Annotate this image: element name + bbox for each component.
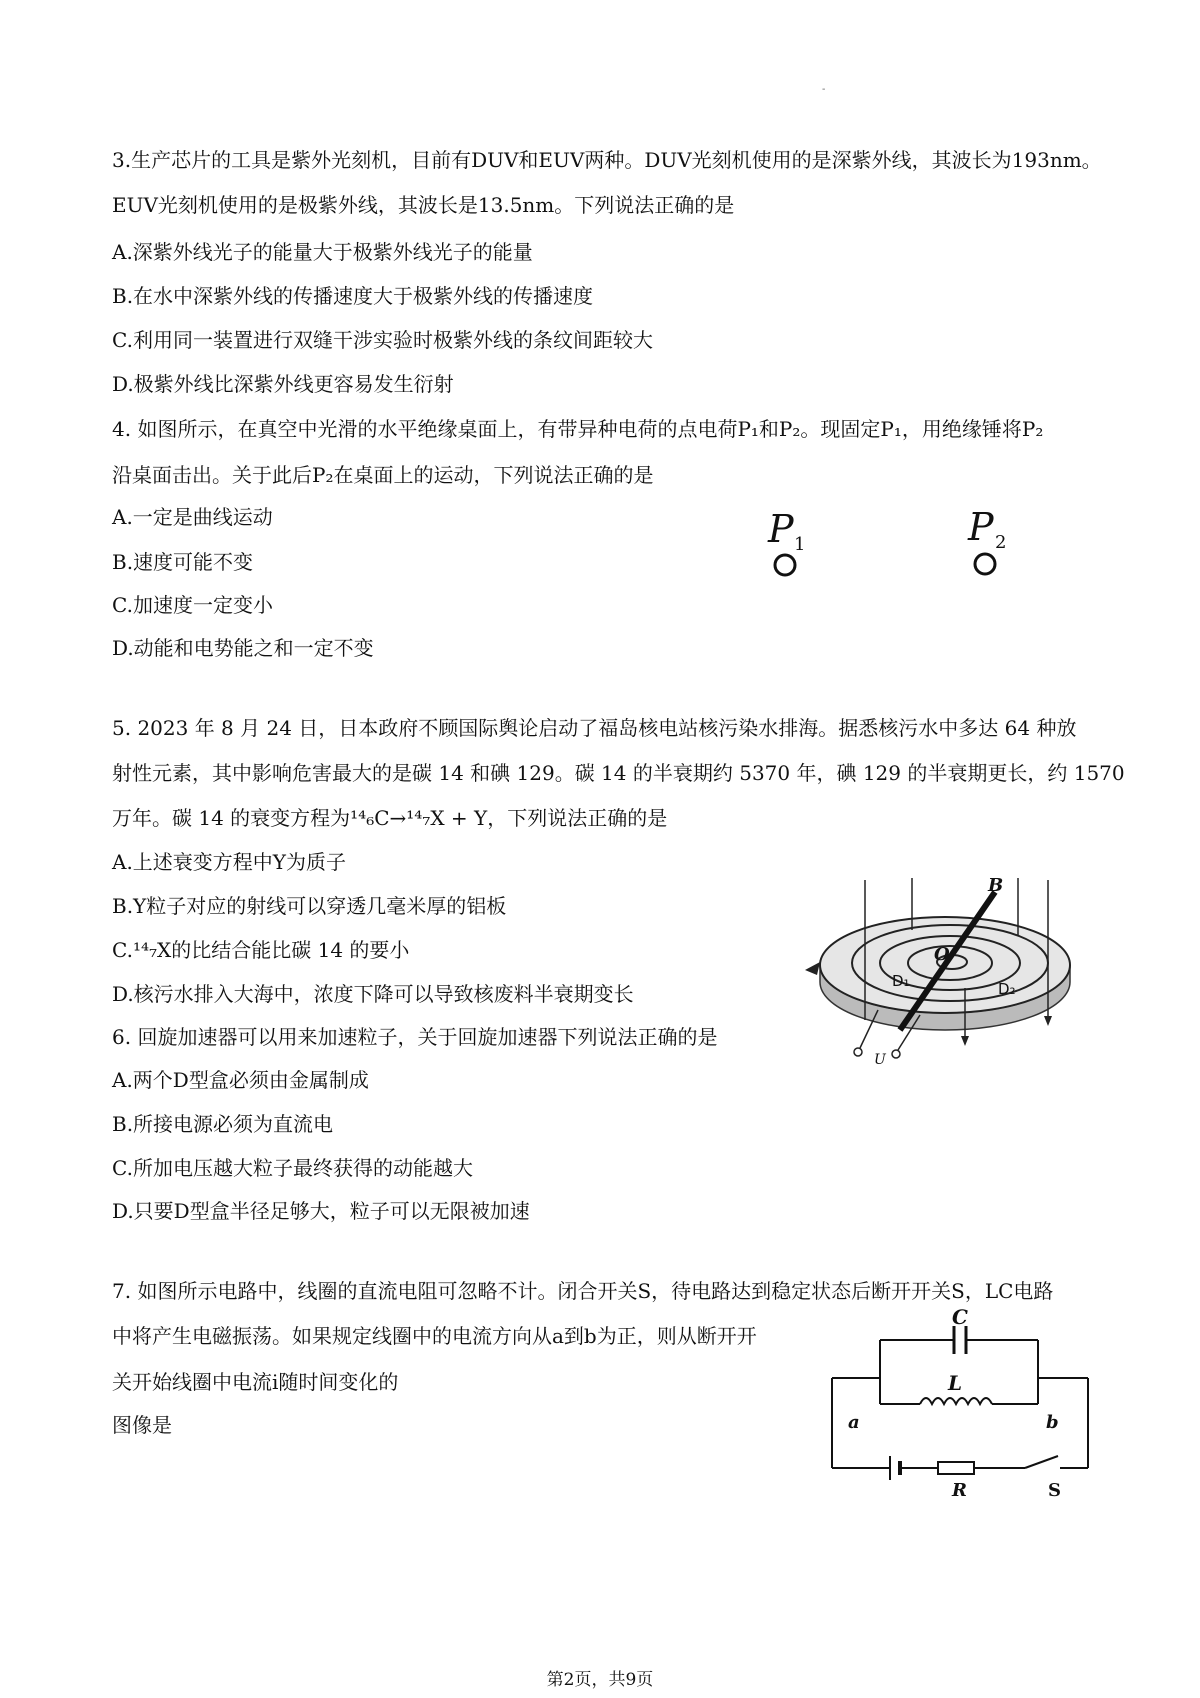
d1-label: D₁ [892, 972, 910, 990]
c-label: C [952, 1305, 968, 1329]
q4-stem-line1: 4. 如图所示，在真空中光滑的水平绝缘桌面上，有带异种电荷的点电荷P₁和P₂。现固定P₁，用绝缘锤将P₂ [112, 417, 1044, 441]
u-label: U [874, 1052, 886, 1068]
q6-option-b: B.所接电源必须为直流电 [112, 1112, 334, 1136]
a-label: a [848, 1412, 860, 1433]
b-label: B [988, 875, 1004, 896]
p1-label: P [768, 507, 794, 551]
p2-charge [975, 554, 995, 574]
q4-option-d: D.动能和电势能之和一定不变 [112, 636, 374, 660]
lc-circuit-figure [820, 1305, 1100, 1501]
q3-option-c: C.利用同一装置进行双缝干涉实验时极紫外线的条纹间距较大 [112, 328, 653, 352]
q6-option-a: A.两个D型盒必须由金属制成 [112, 1068, 369, 1092]
inductor-coil [920, 1398, 992, 1404]
q4-option-c: C.加速度一定变小 [112, 593, 273, 617]
q7-stem-line2: 中将产生电磁振荡。如果规定线圈中的电流方向从a到b为正，则从断开开 [112, 1324, 757, 1348]
s-label: S [1048, 1480, 1061, 1501]
q3-option-a: A.深紫外线光子的能量大于极紫外线光子的能量 [112, 240, 533, 264]
p1-subscript: 1 [794, 534, 806, 555]
terminal [854, 1048, 862, 1056]
q7-stem-line3: 关开始线圈中电流i随时间变化的 [112, 1370, 399, 1394]
q3-stem-line1: 3.生产芯片的工具是紫外光刻机，目前有DUV和EUV两种。DUV光刻机使用的是深紫外线，其波长为193nm。 [112, 148, 1102, 172]
q3-stem-line2: EUV光刻机使用的是极紫外线，其波长是13.5nm。下列说法正确的是 [112, 193, 735, 217]
q5-option-a: A.上述衰变方程中Y为质子 [112, 850, 347, 874]
q6-option-c: C.所加电压越大粒子最终获得的动能越大 [112, 1156, 473, 1180]
p2-subscript: 2 [995, 532, 1007, 553]
q4-figure [750, 500, 1050, 590]
scan-mark: - [822, 84, 826, 95]
q4-option-b: B.速度可能不变 [112, 550, 254, 574]
r-label: R [952, 1480, 967, 1501]
q5-stem-line1: 5. 2023 年 8 月 24 日，日本政府不顾国际舆论启动了福岛核电站核污染水排海。据悉核污水中多达 64 种放 [112, 716, 1077, 740]
terminal [892, 1050, 900, 1058]
b-label: b [1046, 1412, 1059, 1433]
resistor [938, 1462, 974, 1474]
d2-label: D₂ [998, 980, 1016, 998]
cyclotron-figure [800, 870, 1090, 1068]
l-label: L [948, 1371, 963, 1395]
q3-option-b: B.在水中深紫外线的传播速度大于极紫外线的传播速度 [112, 284, 594, 308]
q5-option-b: B.Y粒子对应的射线可以穿透几毫米厚的铝板 [112, 894, 507, 918]
q4-option-a: A.一定是曲线运动 [112, 505, 273, 529]
page-footer: 第2页，共9页 [546, 1670, 654, 1690]
q6-option-d: D.只要D型盒半径足够大，粒子可以无限被加速 [112, 1199, 530, 1223]
q7-stem-line1: 7. 如图所示电路中，线圈的直流电阻可忽略不计。闭合开关S，待电路达到稳定状态后断开开关S，LC电路 [112, 1279, 1054, 1303]
switch-blade [1025, 1456, 1058, 1468]
o-label: O [934, 944, 950, 965]
q5-option-c: C.¹⁴₇X的比结合能比碳 14 的要小 [112, 938, 410, 962]
q4-stem-line2: 沿桌面击出。关于此后P₂在桌面上的运动，下列说法正确的是 [112, 463, 654, 487]
p1-charge [775, 555, 795, 575]
q3-option-d: D.极紫外线比深紫外线更容易发生衍射 [112, 372, 454, 396]
q5-stem-line2: 射性元素，其中影响危害最大的是碳 14 和碘 129。碳 14 的半衰期约 5370 年，碘 129 的半衰期更长，约 1570 [112, 761, 1125, 785]
exit-arrow [805, 962, 820, 975]
q5-stem-line3: 万年。碳 14 的衰变方程为¹⁴₆C→¹⁴₇X + Y，下列说法正确的是 [112, 806, 668, 830]
q7-stem-line4: 图像是 [112, 1413, 172, 1437]
q6-stem: 6. 回旋加速器可以用来加速粒子，关于回旋加速器下列说法正确的是 [112, 1025, 718, 1049]
field-arrow [1044, 1016, 1052, 1026]
p2-label: P [968, 505, 994, 549]
field-arrow [961, 1036, 969, 1046]
q5-option-d: D.核污水排入大海中，浓度下降可以导致核废料半衰期变长 [112, 982, 634, 1006]
